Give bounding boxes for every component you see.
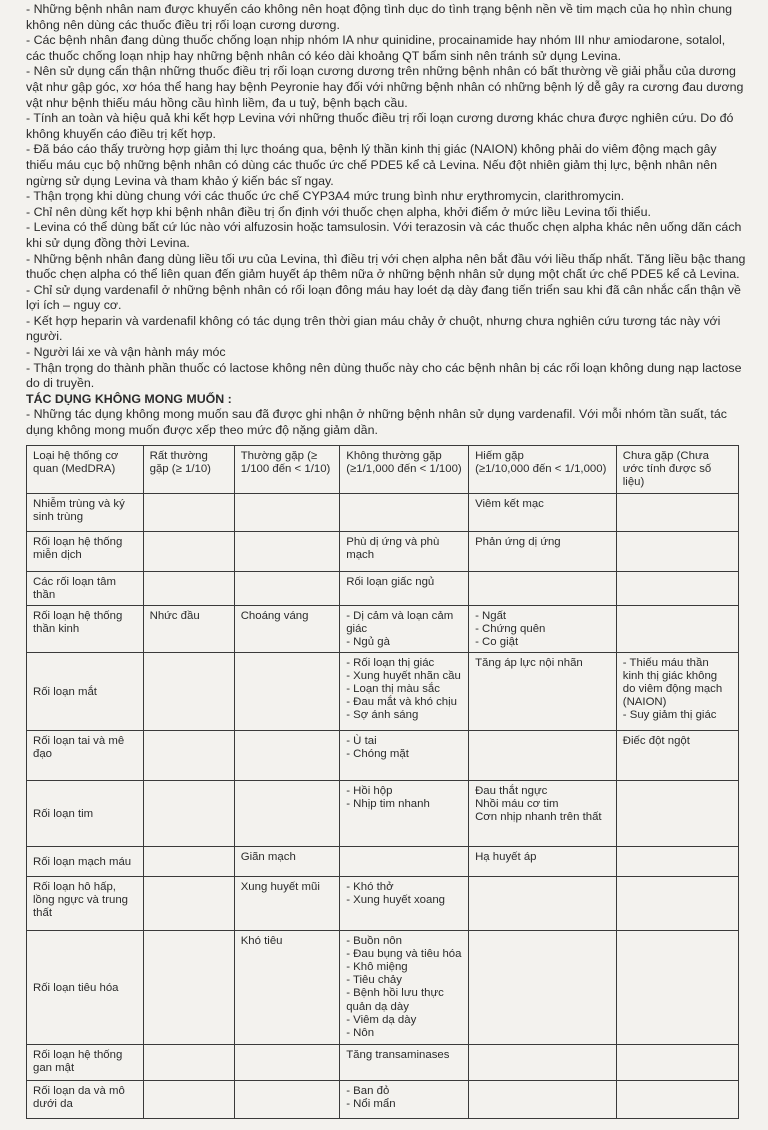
table-cell [469,1080,617,1118]
table-cell [234,652,340,730]
adverse-effects-table [26,445,739,1119]
cell-text: Rối loạn hệ thống [33,1048,123,1061]
cell-text: Cơn nhịp nhanh trên thất [475,811,602,824]
table-cell [340,846,469,876]
organ-class-cell [27,876,144,930]
cell-text: - Ngất [475,610,507,622]
cell-text: - Bệnh hồi lưu thực [346,987,444,1000]
cell-text: quản dạ dày [346,1000,409,1013]
table-row [27,780,739,846]
table-cell [143,1080,234,1118]
cell-text: - Hồi hộp [346,784,393,797]
organ-class-cell [27,780,144,846]
table-cell [143,532,234,572]
cell-text: Rối loạn hệ thống [33,536,123,548]
table-cell [469,780,617,846]
cell-text: - Chứng quên [475,623,546,636]
table-cell [616,652,738,730]
table-row [27,606,739,653]
cell-text: Đau thắt ngực [475,784,548,797]
cell-text: Tăng áp lực nội nhãn [475,656,583,669]
cell-text: - Suy giảm thị giác [622,709,717,722]
table-cell [234,606,340,653]
table-cell [143,780,234,846]
table-cell [340,1044,469,1080]
cell-text: Rất thường [149,450,208,462]
cell-text: - Xung huyết nhãn cầu [346,669,461,682]
table-cell [616,780,738,846]
cell-text: Hạ huyết áp [475,850,537,863]
cell-text: ước tính được số [622,463,712,476]
paragraph: - Các bệnh nhân đang dùng thuốc chống loạn nhịp nhóm IA như quinidine, procainamide hay nhóm III như amiodarone, sotalol, các thuốc chống loạn nhịp hay những bệnh nhân có kéo dài khoảng QT bẩm sinh nên tránh sử dụng Levina. [26,33,726,63]
cell-text: - Khô miệng [346,961,408,974]
table-cell [340,780,469,846]
column-header [234,446,340,494]
cell-text: - Ngủ gà [346,636,390,649]
organ-class-cell [27,494,144,532]
cell-text: Tăng transaminases [346,1048,450,1061]
column-header [469,446,617,494]
table-cell [143,606,234,653]
table-cell [234,532,340,572]
table-cell [143,494,234,532]
paragraph: - Nên sử dụng cẩn thận những thuốc điều trị rối loạn cương dương trên những bệnh nhân có bất thường về giải phẫu của dương vật như gập góc, xơ hóa thể hang hay bệnh Peyronie hay đối với những bệnh nhân có những bệnh lý dễ gây ra cương đau dương vật như bệnh thiếu máu hồng cầu hình liềm, đa u tuỷ, bệnh bạch cầu. [26,64,744,110]
organ-class-cell [27,730,144,780]
cell-text: Hiếm gặp [475,450,524,462]
table-cell [469,494,617,532]
table-cell [234,930,340,1044]
cell-text: liệu) [622,476,645,489]
table-row [27,876,739,930]
table-cell [340,730,469,780]
organ-class-cell [27,930,144,1044]
table-cell [469,846,617,876]
table-cell [616,1044,738,1080]
section-intro: - Những tác dụng không mong muốn sau đã được ghi nhận ở những bệnh nhân sử dụng vardenafil. Với mỗi nhóm tần suất, tác dụng không mong muốn được xếp theo mức độ nặng giảm dần. [26,407,727,438]
column-header [143,446,234,494]
cell-text: Rối loạn tai và mê [33,734,125,747]
table-cell [143,876,234,930]
paragraph: - Thận trọng khi dùng chung với các thuốc ức chế CYP3A4 mức trung bình như erythromycin, clarithromycin. [26,189,625,204]
table-cell [616,494,738,532]
cell-text: kinh thị giác không [622,669,718,682]
paragraph: - Thận trọng do thành phần thuốc có lactose không nên dùng thuốc này cho các bệnh nhân bị các rối loạn không dung nạp lactose do di truyền. [26,360,742,391]
table-cell [616,1080,738,1118]
cell-text: Chưa gặp (Chưa [622,450,709,462]
cell-text: - Dị cảm và loạn cảm [346,610,454,622]
table-row [27,532,739,572]
table-row [27,730,739,780]
cell-text: Các rối loạn tâm [33,576,116,588]
table-cell [616,730,738,780]
column-header [340,446,469,494]
cell-text: Không thường gặp [346,450,442,462]
cell-text: mạch [346,549,375,562]
table-cell [234,572,340,606]
cell-text: Nhồi máu cơ tim [475,797,559,810]
cell-text: Rối loạn hô hấp, [33,880,116,893]
table-cell [143,652,234,730]
table-cell [616,930,738,1044]
paragraph: - Chỉ sử dụng vardenafil ở những bệnh nhân có rối loạn đông máu hay loét dạ dày đang tiến triển sau khi đã cân nhắc cẩn thận về lợi ích – nguy cơ. [26,282,741,313]
cell-text: - Đau bụng và tiêu hóa [346,947,462,960]
table-row [27,1080,739,1118]
paragraph: - Kết hợp heparin và vardenafil không có tác dụng trên thời gian máu chảy ở chuột, nhưng chưa nghiên cứu tương tác này với người. [26,313,721,344]
cell-text: Viêm kết mạc [475,498,544,510]
table-cell [340,876,469,930]
table-cell [340,930,469,1044]
cell-text: Rối loạn tiêu hóa [33,981,119,994]
table-cell [469,930,617,1044]
paragraph: - Tính an toàn và hiệu quả khi kết hợp Levina với những thuốc điều trị rối loạn cương dương khác chưa được nghiên cứu. Do đó không khuyến cáo điều trị kết hợp. [26,111,734,141]
paragraph: - Đã báo cáo thấy trường hợp giảm thị lực thoáng qua, bệnh lý thần kinh thị giác (NAION) không phải do viêm động mạch gây thiếu máu cục bộ những bệnh nhân có dùng các thuốc ức chế PDE5 kể cả Levina. Nếu đột nhiên giảm thị lực, bệnh nhân nên ngừng sử dụng Levina và tham khảo ý kiến bác sĩ ngay. [26,142,717,188]
cell-text: Khó tiêu [240,934,283,947]
table-cell [340,652,469,730]
cell-text: đạo [33,747,53,760]
organ-class-cell [27,846,144,876]
cell-text: Xung huyết mũi [240,880,320,893]
table-row [27,494,739,532]
cell-text: Thường gặp (≥ [240,450,318,462]
organ-class-cell [27,652,144,730]
table-cell [469,572,617,606]
cell-text: - Nhịp tim nhanh [346,797,430,810]
cell-text: Rối loạn mắt [33,685,97,698]
cell-text: thần [33,589,56,602]
table-cell [616,876,738,930]
cell-text: giác [346,623,368,636]
cell-text: Giãn mạch [240,850,296,863]
precautions-text [0,0,768,439]
table-cell [340,494,469,532]
table-cell [234,494,340,532]
cell-text: 1/100 đến < 1/10) [240,463,331,476]
table-cell [234,1044,340,1080]
table-cell [469,876,617,930]
table-cell [616,846,738,876]
table-cell [340,532,469,572]
table-cell [616,572,738,606]
cell-text: Nhức đầu [149,610,200,622]
cell-text: Phù dị ứng và phù [346,536,440,548]
cell-text: Choáng váng [240,610,309,622]
cell-text: - Sợ ánh sáng [346,709,419,722]
organ-class-cell [27,1080,144,1118]
table-row [27,572,739,606]
cell-text: miễn dịch [33,549,82,562]
table-cell [469,652,617,730]
cell-text: Rối loạn tim [33,807,94,820]
table-row [27,652,739,730]
table-cell [143,730,234,780]
paragraph: - Levina có thể dùng bất cứ lúc nào với alfuzosin hoặc tamsulosin. Với terazosin và các thuốc chẹn alpha khác nên uống dãn cách khi sử dụng đồng thời Levina. [26,220,742,250]
column-header [27,446,144,494]
table-cell [469,730,617,780]
table-cell [616,532,738,572]
cell-text: - Viêm dạ dày [346,1013,417,1026]
cell-text: - Nôn [346,1027,375,1040]
cell-text: - Co giật [475,636,519,649]
cell-text: Rối loạn mạch máu [33,855,132,868]
cell-text: (NAION) [622,696,667,709]
cell-text: thần kinh [33,623,80,636]
table-cell [469,532,617,572]
table-cell [143,846,234,876]
table-cell [340,1080,469,1118]
cell-text: Rối loạn da và mô [33,1084,125,1097]
cell-text: Phản ứng dị ứng [475,536,561,548]
cell-text: Điếc đột ngột [622,734,690,747]
cell-text: - Loạn thị màu sắc [346,683,440,696]
cell-text: - Rối loạn thị giác [346,656,435,669]
cell-text: do viêm động mạch [622,683,723,696]
cell-text: - Ban đỏ [346,1084,390,1097]
section-title: TÁC DỤNG KHÔNG MONG MUỐN : [26,391,232,406]
table-cell [340,572,469,606]
table-cell [234,780,340,846]
cell-text: Rối loạn giấc ngủ [346,576,435,588]
table-cell [234,1080,340,1118]
table-row [27,930,739,1044]
cell-text: - Ù tai [346,734,377,747]
paragraph: - Những bệnh nhân đang dùng liều tối ưu của Levina, thì điều trị với chẹn alpha nên bắt đầu với liều thấp nhất. Tăng liều bậc thang thuốc chẹn alpha có thể liên quan đến giảm huyết áp thêm nữa ở những bệnh nhân sử dụng một chất ức chế PDE5 kể cả Levina. [26,251,746,282]
table-cell [234,730,340,780]
cell-text: lồng ngực và trung [33,893,129,906]
cell-text: - Nổi mẩn [346,1097,396,1110]
cell-text: thất [33,907,52,920]
organ-class-cell [27,606,144,653]
table-row [27,846,739,876]
cell-text: - Thiếu máu thần [622,656,709,669]
table-cell [469,606,617,653]
cell-text: (≥1/1,000 đến < 1/100) [346,463,462,476]
table-cell [616,606,738,653]
cell-text: - Tiêu chảy [346,974,402,987]
table-cell [143,930,234,1044]
table-cell [234,846,340,876]
cell-text: quan (MedDRA) [33,463,116,476]
table-cell [340,606,469,653]
organ-class-cell [27,532,144,572]
cell-text: dưới da [33,1097,73,1110]
paragraph: - Chỉ nên dùng kết hợp khi bệnh nhân điều trị ổn định với thuốc chẹn alpha, khởi điểm ở mức liều Levina tối thiểu. [26,204,651,219]
cell-text: - Xung huyết xoang [346,893,446,906]
table-cell [234,876,340,930]
cell-text: Rối loạn hệ thống [33,610,123,622]
cell-text: - Đau mắt và khó chịu [346,696,458,709]
cell-text: (≥1/10,000 đến < 1/1,000) [475,463,607,476]
paragraph: - Những bệnh nhân nam được khuyến cáo không nên hoạt động tình dục do tình trạng bệnh nền về tim mạch của họ nhìn chung không nên dùng các thuốc điều trị rối loạn cương dương. [26,2,733,32]
cell-text: - Khó thở [346,880,394,893]
cell-text: gan mật [33,1061,75,1074]
table-cell [143,572,234,606]
cell-text: sinh trùng [33,511,84,524]
organ-class-cell [27,1044,144,1080]
table-header-row [27,446,739,494]
paragraph: - Người lái xe và vận hành máy móc [26,345,226,360]
organ-class-cell [27,572,144,606]
cell-text: Nhiễm trùng và ký [33,498,125,510]
table-cell [469,1044,617,1080]
column-header [616,446,738,494]
table-cell [143,1044,234,1080]
cell-text: - Buồn nôn [346,934,402,947]
cell-text: gặp (≥ 1/10) [149,463,211,476]
cell-text: Loại hệ thống cơ [33,450,119,462]
cell-text: - Chóng mặt [346,747,409,760]
table-row [27,1044,739,1080]
